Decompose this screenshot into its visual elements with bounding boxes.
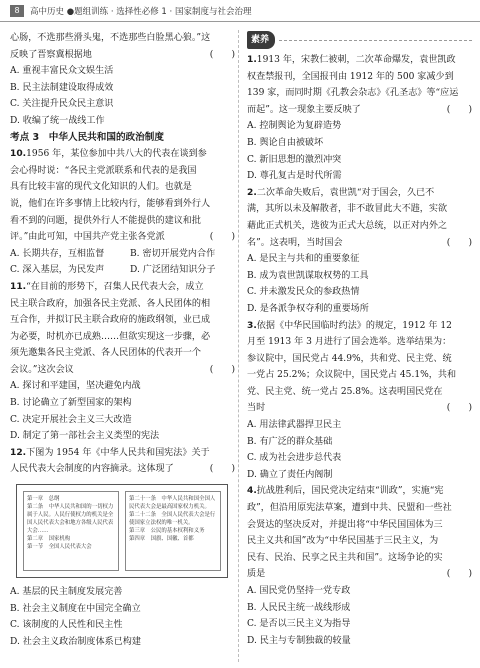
constitution-figure	[16, 484, 228, 578]
option[interactable]: B. 讨论确立了新型国家的架构	[10, 398, 132, 409]
q4-line: 会贤达的坚决反对，并提出将“中华民国国体为三	[247, 519, 443, 530]
option[interactable]: C. 并未激发民众的参政热情	[247, 287, 360, 298]
page-number: 8	[10, 5, 24, 17]
option[interactable]: C. 该制度的人民性和民主性	[10, 620, 123, 631]
question-10	[10, 146, 235, 279]
q2-line: 名”。这表明，当时国会	[247, 237, 343, 248]
answer-paren: ( )	[209, 49, 235, 60]
q10-line: 具有比较丰富的现代文化知识的人们。也就是	[10, 182, 192, 193]
option[interactable]: C. 关注提升民众民主意识	[10, 99, 114, 110]
q4-line: 质是	[247, 569, 266, 580]
figure-text: 第二章 国家机构	[27, 536, 71, 543]
answer-paren: ( )	[209, 364, 235, 375]
q3-line: 依据《中华民国临时约法》的规定，1912 年 12	[256, 320, 452, 331]
section-title: 考点 3 中华人民共和国的政治制度	[10, 131, 164, 143]
question-2	[247, 185, 472, 318]
option[interactable]: B. 社会主义制度在中国完全确立	[10, 603, 141, 614]
badge-rule	[279, 40, 472, 41]
question-11	[10, 279, 235, 445]
question-3	[247, 318, 472, 484]
option[interactable]: A. 探讨和平建国，坚决避免内战	[10, 381, 141, 392]
q12-line: 下图为 1954 年《中华人民共和国宪法》关于	[26, 447, 210, 458]
question-number: 4.	[247, 486, 257, 497]
answer-paren: ( )	[446, 403, 472, 414]
question-12	[10, 445, 235, 651]
option[interactable]: D. 确立了责任内阁制	[247, 469, 333, 480]
question-number: 12.	[10, 447, 27, 458]
answer-paren: ( )	[446, 237, 472, 248]
answer-paren: ( )	[209, 232, 235, 243]
question-1	[247, 52, 472, 185]
option[interactable]: A. 国民党仍坚持一党专政	[247, 586, 351, 596]
page-header	[0, 0, 480, 22]
question-number: 2.	[247, 187, 257, 198]
figure-text: 第一章 总纲	[27, 496, 60, 503]
option[interactable]: B. 有广泛的群众基础	[247, 436, 333, 447]
q4-line: 政”，但沿用原宪法草案，遭到中共、民盟和一些社	[247, 503, 452, 514]
figure-left-page	[23, 491, 119, 571]
q9-options	[10, 63, 235, 129]
question-number: 10.	[10, 149, 27, 160]
q11-line: 互合作，并拟订民主联合政府的施政纲领，业已成	[10, 315, 211, 326]
question-4	[247, 483, 472, 649]
q3-line: 月至 1913 年 3 月进行了国会选举。选举结果为：	[247, 337, 452, 348]
option[interactable]: A. 基层的民主制度发展完善	[10, 587, 123, 598]
figure-text: 第二十二条 全国人民代表大会是行使国家立法权的唯一机关。	[129, 512, 216, 527]
q1-line: 1913 年，宋教仁被刺，二次革命爆发，袁世凯政	[256, 55, 456, 65]
option[interactable]: C. 新旧思想的激烈冲突	[247, 154, 342, 165]
figure-text: 第四章 国旗、国徽、首都	[129, 536, 194, 543]
option[interactable]: D. 尊孔复古是时代所需	[247, 171, 342, 182]
q9-line: 心肠，不选那些滑头鬼，不选那些白脸黑心狼。”这	[10, 33, 211, 43]
q11-line: 会议。”这次会议	[10, 364, 74, 375]
option[interactable]: B. 成为袁世凯谋取权势的工具	[247, 270, 369, 281]
answer-paren: ( )	[209, 464, 235, 475]
q10-line: 会心得时说：“各民主党派联系和代表的是我国	[10, 165, 197, 176]
option[interactable]: A. 控制舆论为复辟造势	[247, 121, 342, 132]
q9-tail	[10, 30, 235, 63]
option[interactable]: A. 用法律武器捍卫民主	[247, 420, 342, 431]
question-number: 1.	[247, 55, 257, 65]
q11-line: “在目前的形势下，召集人民代表大会，成立	[26, 281, 204, 292]
q3-line: 参议院中，国民党占 44.9%，共和党、民主党、统	[247, 353, 452, 364]
option[interactable]: B. 舆论自由被破坏	[247, 137, 324, 148]
q2-line: 藉此正式机关，选彼为正式大总统，以正对内外之	[247, 220, 448, 231]
option[interactable]: D. 制定了第一部社会主义类型的宪法	[10, 431, 160, 442]
figure-text: 第二十一条 中华人民共和国全国人民代表大会是最高国家权力机关。	[129, 496, 216, 511]
figure-text: 第二条 中华人民共和国的一切权力属于人民。人民行使权力的机关是全国人民代表大会和地方各级人民代表大会……	[27, 504, 114, 535]
question-number: 3.	[247, 320, 257, 331]
q4-line: 抗战胜利后，国民党决定结束“训政”，实施“宪	[256, 486, 444, 497]
q9-line: 反映了晋察冀根据地	[10, 49, 92, 60]
q10-line: 说，他们在许多事情上比较内行，能够看到外行人	[10, 198, 211, 209]
q4-line: 民有、民治、民享之民主共和国”。这场争论的实	[247, 552, 443, 563]
option[interactable]: D. 民主与专制独裁的较量	[247, 635, 351, 646]
section-badge: 素养	[247, 31, 275, 50]
q2-line: 二次革命失败后，袁世凯“对于国会，久已不	[256, 187, 435, 198]
answer-paren: ( )	[446, 569, 472, 580]
q12-line: 人民代表大会制度的内容摘录。这体现了	[10, 464, 174, 475]
q1-line: 权查禁报刊，全国报刊由 1912 年的 500 家减少到	[247, 71, 454, 82]
option[interactable]: B. 人民民主统一战线形成	[247, 602, 351, 613]
section-badge-row	[247, 30, 472, 50]
q11-line: 民主联合政府，加强各民主党派、各人民团体的相	[10, 298, 211, 309]
q10-line: 1956 年，某位参加中共八大的代表在谈到参	[26, 149, 207, 160]
right-column	[247, 30, 472, 649]
figure-right-page	[125, 491, 221, 571]
option[interactable]: A. 重视丰富民众文娱生活	[10, 66, 114, 77]
left-column	[10, 30, 235, 650]
column-divider	[238, 30, 239, 662]
option[interactable]: C. 深入基层，为民发声	[10, 265, 105, 276]
q1-line: 而起”。这一现象主要反映了	[247, 104, 361, 115]
option[interactable]: D. 社会主义政治制度体系已构建	[10, 636, 141, 647]
answer-paren: ( )	[446, 104, 472, 115]
option[interactable]: D. 收编了统一战线工作	[10, 115, 105, 126]
figure-text: 第三章 公民的基本权利和义务	[129, 528, 205, 535]
figure-text: 第一节 全国人民代表大会	[27, 544, 92, 551]
q11-line: 须先邀集各民主党派、各人民团体的代表开一个	[10, 348, 201, 359]
q10-line: 看不到的问题，提供外行人不能提供的建议和批	[10, 215, 201, 226]
option[interactable]: D. 是各派争权夺利的重要场所	[247, 303, 369, 314]
option[interactable]: C. 决定开展社会主义三大改造	[10, 414, 132, 425]
option[interactable]: A. 是民主与共和的重要象征	[247, 254, 360, 265]
q3-line: 一党占 25.2%；众议院中，国民党占 45.1%，共和	[247, 370, 457, 381]
q11-line: 为必要，时机亦已成熟……但欲实现这一步骤，必	[10, 331, 211, 342]
header-title: 高中历史 ●题组训练 · 选择性必修 1 · 国家制度与社会治理	[30, 7, 252, 17]
option[interactable]: B. 密切开展党内合作	[130, 248, 216, 259]
option[interactable]: B. 民主法制建设取得成效	[10, 82, 114, 93]
question-number: 11.	[10, 281, 27, 292]
q2-line: 满，其所以未及解散者，非不敢冒此大不韪，实欲	[247, 204, 448, 215]
option[interactable]: C. 是否以三民主义为指导	[247, 619, 351, 630]
q3-line: 当时	[247, 403, 266, 414]
q1-line: 139 家，而同时期《孔教会杂志》《孔圣志》等“应运	[247, 88, 459, 99]
option[interactable]: D. 广泛团结知识分子	[130, 265, 216, 276]
q10-line: 评。”由此可知，中国共产党主张各党派	[10, 232, 165, 243]
q3-line: 党、民主党、统一党占 25.8%。这表明国民党在	[247, 386, 443, 397]
option[interactable]: C. 成为社会进步总代表	[247, 453, 342, 464]
option[interactable]: A. 长期共存，互相监督	[10, 248, 105, 259]
q4-line: 民主义共和国”改为“中华民国基于三民主义，为	[247, 536, 439, 547]
